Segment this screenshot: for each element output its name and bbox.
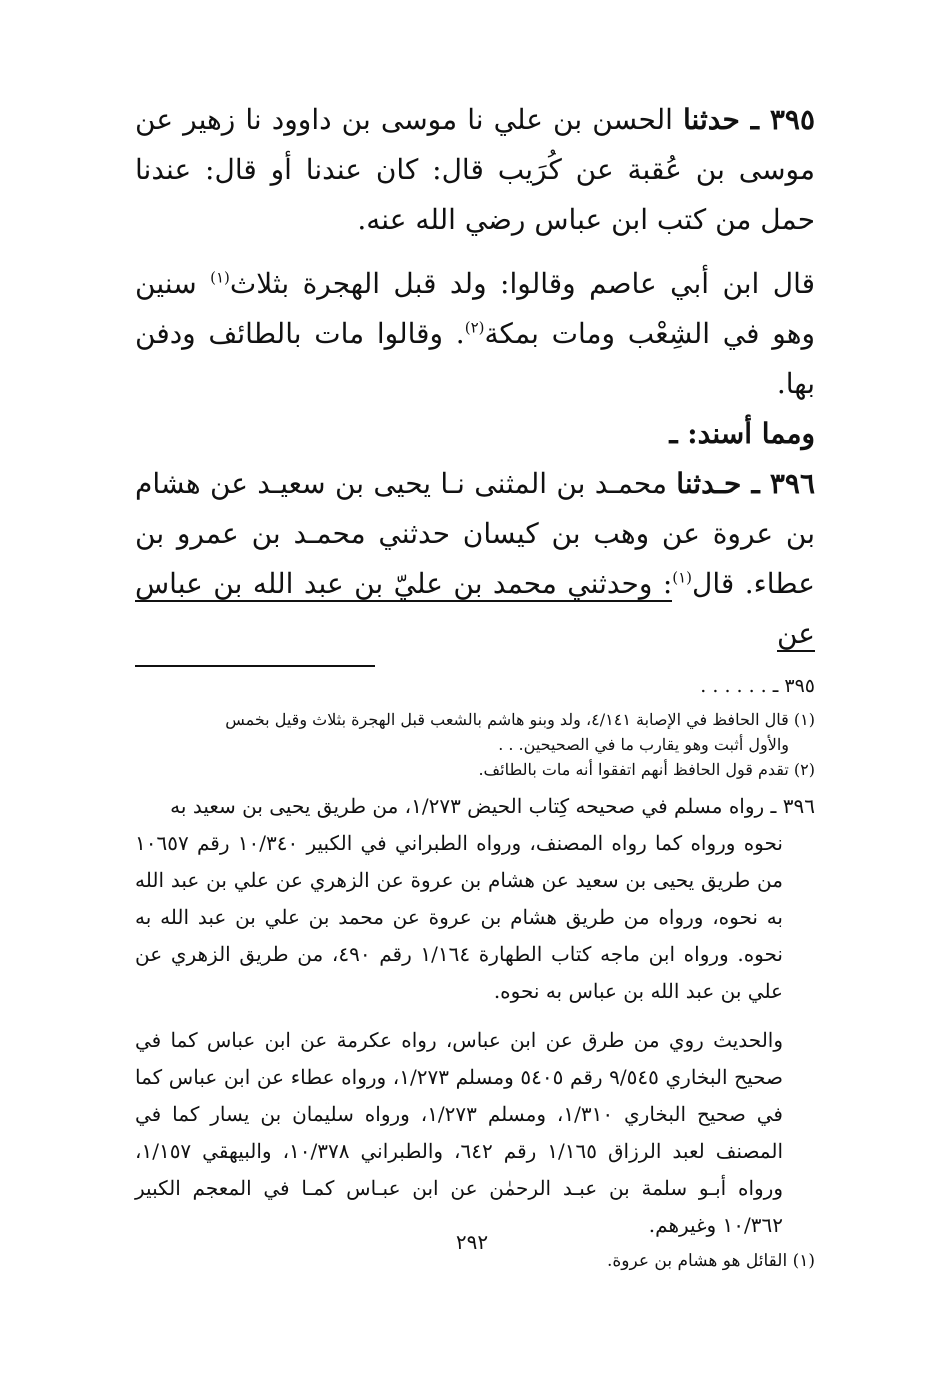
footnote-marker: (٢) [464,318,485,337]
footnote-reference: ٣٩٥ ـ . . . . . . [700,675,815,697]
takhrij-head: ٣٩٦ ـ رواه مسلم في صحيحه كِتاب الحيض ١/٢٧٣، من طريق يحيى بن سعيد به [170,794,815,818]
footnote-2: (٢) تقدم قول الحافظ أنهم اتفقوا أنه مات بالطائف. [478,760,815,779]
hadith-number: ٣٩٦ ـ حـدثنا [676,467,815,500]
takhrij-body: نحوه ورواه كما رواه المصنف، ورواه الطبراني في الكبير ١٠/٣٤٠ رقم ١٠٦٥٧ من طريق يحيى بن سعيد عن هشام بن عروة عن الزهري عن علي بن عبد الله به نحوه، ورواه من طريق هشام بن عروة عن محمد بن علي بن عبد الله به نحوه. ورواه ابن ماجه كتاب الطهارة ١/١٦٤ رقم ٤٩٠، من طريق الزهري عن علي بن عبد الله بن عباس به نحوه. [135,831,783,1003]
hadith-395 [135,95,815,245]
text-segment: سنين وهو في الشِعْب ومات بمكة [135,267,815,350]
section-heading: ومما أسند: ـ [669,417,815,450]
hadith-text: محمـد بن المثنى نـا يحيى بن سعيـد عن هشام بن عروة عن وهب بن كيسان حدثني محمـد بن عمرو بن عطاء. قال [135,467,816,600]
text-segment: . وقالوا مات بالطائف ودفن بها. [135,317,815,400]
main-text [135,95,815,659]
footnote-marker: (١) [210,268,230,287]
hadith-text: الحسن بن علي نا موسى بن داوود نا زهير عن موسى بن عُقبة عن كُرَيب قال: كان عندنا أو قال: عندنا حمل من كتب ابن عباس رضي الله عنه. [135,103,815,236]
underlined-text: : وحدثني محمد بن عليّ بن عبد الله بن عباس عن [135,567,815,650]
hadith-number: ٣٩٥ ـ حدثنا [683,103,816,136]
takhrij-commentary [135,788,815,1244]
footnote-marker: (١) [672,568,693,587]
footnote-final: (١) القائل هو هشام بن عروة. [606,1251,815,1271]
footnote-1: (١) قال الحافظ في الإصابة ٤/١٤١، ولد وبنو هاشم بالشعب قبل الهجرة بثلاث وقيل بخمس [225,710,815,729]
takhrij-paragraph-2: والحديث روي من طرق عن ابن عباس، رواه عكرمة عن ابن عباس كما في صحيح البخاري ٩/٥٤٥ رقم ٥٤٠٥ ومسلم ١/٢٧٣، ورواه عطاء عن ابن عباس كما في صحيح البخاري ١/٣١٠، ومسلم ١/٢٧٣، ورواه سليمان بن يسار كما في المصنف لعبد الرزاق ١/١٦٥ رقم ٦٤٢، والطبراني ١٠/٣٧٨، والبيهقي ١/١٥٧، ورواه أبـو سلمة بن عبـد الرحمٰن عن ابن عبـاس كمـا في المعجم الكبير ١٠/٣٦٢ وغيرهم. [135,1028,784,1237]
page-body [135,95,815,1276]
text-segment: قال ابن أبي عاصم وقالوا: ولد قبل الهجرة بثلاث [229,267,816,300]
commentary-paragraph [135,259,815,409]
hadith-396 [135,459,815,659]
footnote-1-cont: والأول أثبت وهو يقارب ما في الصحيحين. . . [498,735,789,754]
page-number: ٢٩٢ [455,1230,489,1254]
footnote-divider [135,665,375,667]
footnotes [135,707,815,782]
